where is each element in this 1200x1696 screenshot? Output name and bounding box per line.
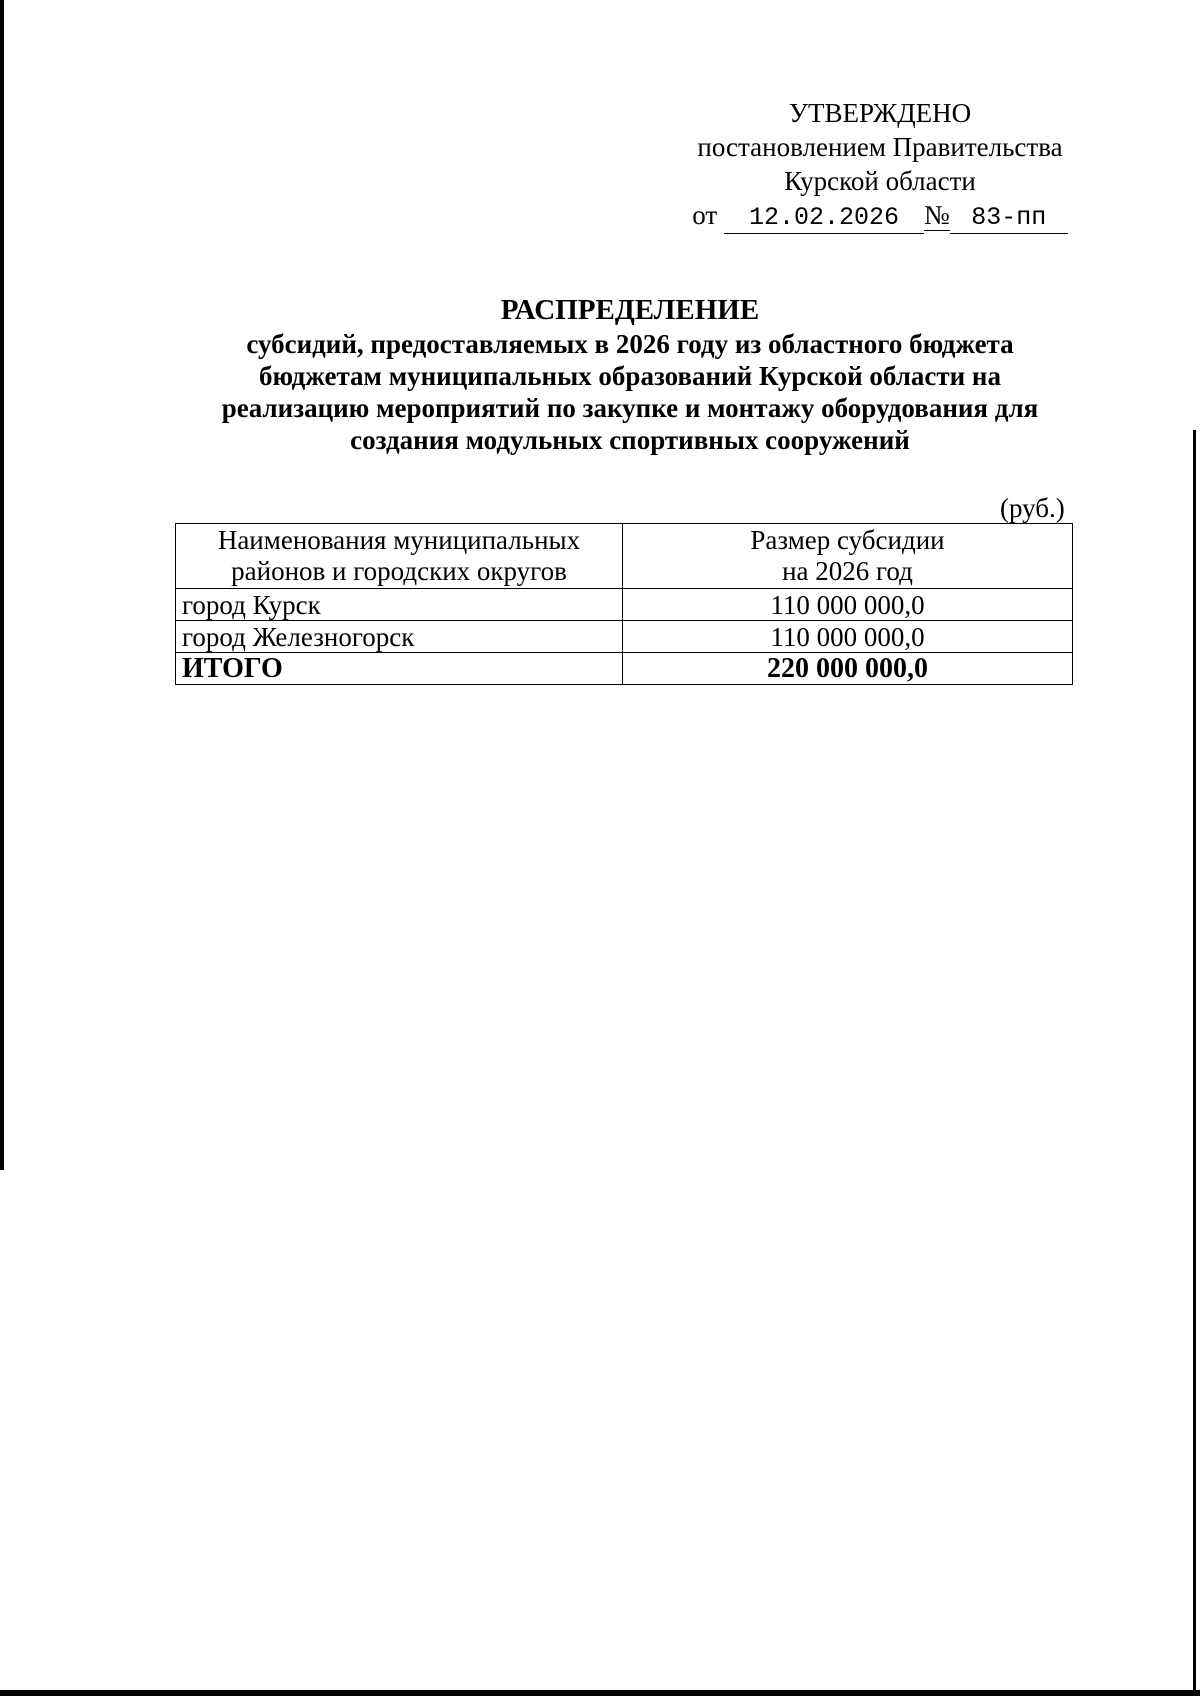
table-total-row xyxy=(176,653,1073,685)
scan-border-left xyxy=(0,0,4,1170)
title-line-4: создания модульных спортивных сооружений xyxy=(350,425,910,455)
row-name: город Железногорск xyxy=(176,621,623,653)
total-label: ИТОГО xyxy=(176,653,623,685)
scan-border-right xyxy=(1193,430,1196,1696)
header-name-line-1: Наименования муниципальных xyxy=(217,525,581,555)
header-name xyxy=(176,524,623,589)
approval-stamp xyxy=(680,96,1080,234)
scan-border-bottom xyxy=(0,1690,1200,1696)
number-prefix: № xyxy=(923,200,950,230)
currency-unit: (руб.) xyxy=(1000,493,1065,523)
title-line-1: субсидий, предоставляемых в 2026 году из областного бюджета xyxy=(246,329,1014,359)
header-amount xyxy=(623,524,1073,589)
table-row xyxy=(176,621,1073,653)
row-name: город Курск xyxy=(176,589,623,621)
approval-date-number xyxy=(680,198,1080,234)
total-amount: 220 000 000,0 xyxy=(623,653,1073,685)
header-amount-line-1: Размер субсидии xyxy=(750,525,945,555)
date-prefix: от xyxy=(692,200,718,230)
subsidy-table xyxy=(175,523,1073,685)
approval-title: УТВЕРЖДЕНО xyxy=(788,98,972,128)
decree-date: 12.02.2026 xyxy=(724,203,924,234)
decree-number: 83-пп xyxy=(950,203,1068,234)
title-heading: РАСПРЕДЕЛЕНИЕ xyxy=(500,294,760,326)
table-row xyxy=(176,589,1073,621)
document-title xyxy=(180,294,1080,456)
header-amount-line-2: на 2026 год xyxy=(782,556,913,586)
title-line-2: бюджетам муниципальных образований Курской области на xyxy=(259,361,1001,391)
title-line-3: реализацию мероприятий по закупке и монтажу оборудования для xyxy=(221,393,1039,423)
row-amount: 110 000 000,0 xyxy=(623,621,1073,653)
header-name-line-2: районов и городских округов xyxy=(231,556,567,586)
approval-region: Курской области xyxy=(784,166,976,196)
approval-issuer: постановлением Правительства xyxy=(697,132,1063,162)
table-header-row xyxy=(176,524,1073,589)
row-amount: 110 000 000,0 xyxy=(623,589,1073,621)
